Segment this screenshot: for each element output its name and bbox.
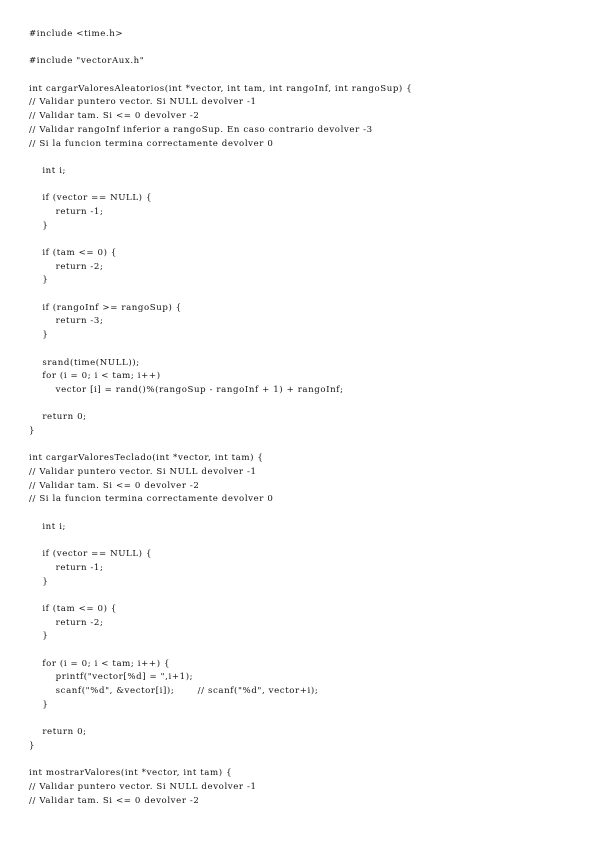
code-line: // Validar rangoInf inferior a rangoSup. En caso contrario devolver -3 <box>29 124 373 135</box>
code-line: } <box>29 275 49 286</box>
code-line: if (tam <= 0) { <box>29 603 117 614</box>
code-line: } <box>29 740 36 751</box>
code-line: vector [i] = rand()%(rangoSup - rangoInf + 1) + rangoInf; <box>29 384 344 395</box>
code-line: return -1; <box>29 206 104 217</box>
code-line: } <box>29 425 36 436</box>
code-line: return 0; <box>29 412 87 423</box>
code-line: return -1; <box>29 562 104 573</box>
code-line: srand(time(NULL)); <box>29 357 140 368</box>
code-line: // Si la funcion termina correctamente devolver 0 <box>29 138 274 149</box>
code-line: // Validar puntero vector. Si NULL devolver -1 <box>29 97 257 108</box>
code-line: int mostrarValores(int *vector, int tam) { <box>29 768 233 779</box>
code-line <box>29 288 412 302</box>
code-line <box>29 712 412 726</box>
code-line: for (i = 0; i < tam; i++) <box>29 371 161 382</box>
code-listing <box>29 28 412 808</box>
code-line <box>29 151 412 165</box>
code-line: } <box>29 220 49 231</box>
code-line: if (rangoInf >= rangoSup) { <box>29 302 182 313</box>
code-line: if (vector == NULL) { <box>29 549 153 560</box>
code-line: if (tam <= 0) { <box>29 248 117 258</box>
code-line <box>29 439 412 453</box>
code-line: int i; <box>29 165 67 176</box>
code-line: #include <time.h> <box>29 29 124 39</box>
code-line <box>29 179 412 193</box>
code-line: int cargarValoresAleatorios(int *vector, int tam, int rangoInf, int rangoSup) { <box>29 83 413 94</box>
code-line: int i; <box>29 521 67 532</box>
code-line: for (i = 0; i < tam; i++) { <box>29 658 171 669</box>
code-line: } <box>29 699 49 710</box>
code-line: } <box>29 576 49 587</box>
code-line <box>29 644 412 658</box>
code-line <box>29 69 412 83</box>
code-line: return 0; <box>29 727 87 738</box>
code-line: // Validar puntero vector. Si NULL devolver -1 <box>29 781 257 792</box>
code-line <box>29 398 412 412</box>
code-line: return -2; <box>29 261 104 272</box>
code-line: } <box>29 330 49 341</box>
code-line <box>29 233 412 247</box>
code-line: #include "vectorAux.h" <box>29 56 145 67</box>
code-line <box>29 42 412 56</box>
code-line <box>29 753 412 767</box>
code-line: return -2; <box>29 617 104 628</box>
code-line <box>29 507 412 521</box>
code-line <box>29 589 412 603</box>
code-line: // Validar tam. Si <= 0 devolver -2 <box>29 480 200 491</box>
code-line: printf("vector[%d] = ",i+1); <box>29 672 194 683</box>
code-line: } <box>29 631 49 642</box>
code-line: // Validar puntero vector. Si NULL devolver -1 <box>29 467 257 477</box>
code-line: int cargarValoresTeclado(int *vector, int tam) { <box>29 453 264 464</box>
code-line <box>29 343 412 357</box>
code-line: if (vector == NULL) { <box>29 193 153 204</box>
code-line: // Si la funcion termina correctamente devolver 0 <box>29 494 274 505</box>
code-line: // Validar tam. Si <= 0 devolver -2 <box>29 795 200 806</box>
code-line: return -3; <box>29 316 104 327</box>
code-line: scanf("%d", &vector[i]); // scanf("%d", vector+i); <box>29 686 319 696</box>
code-line <box>29 534 412 548</box>
code-line: // Validar tam. Si <= 0 devolver -2 <box>29 111 200 122</box>
